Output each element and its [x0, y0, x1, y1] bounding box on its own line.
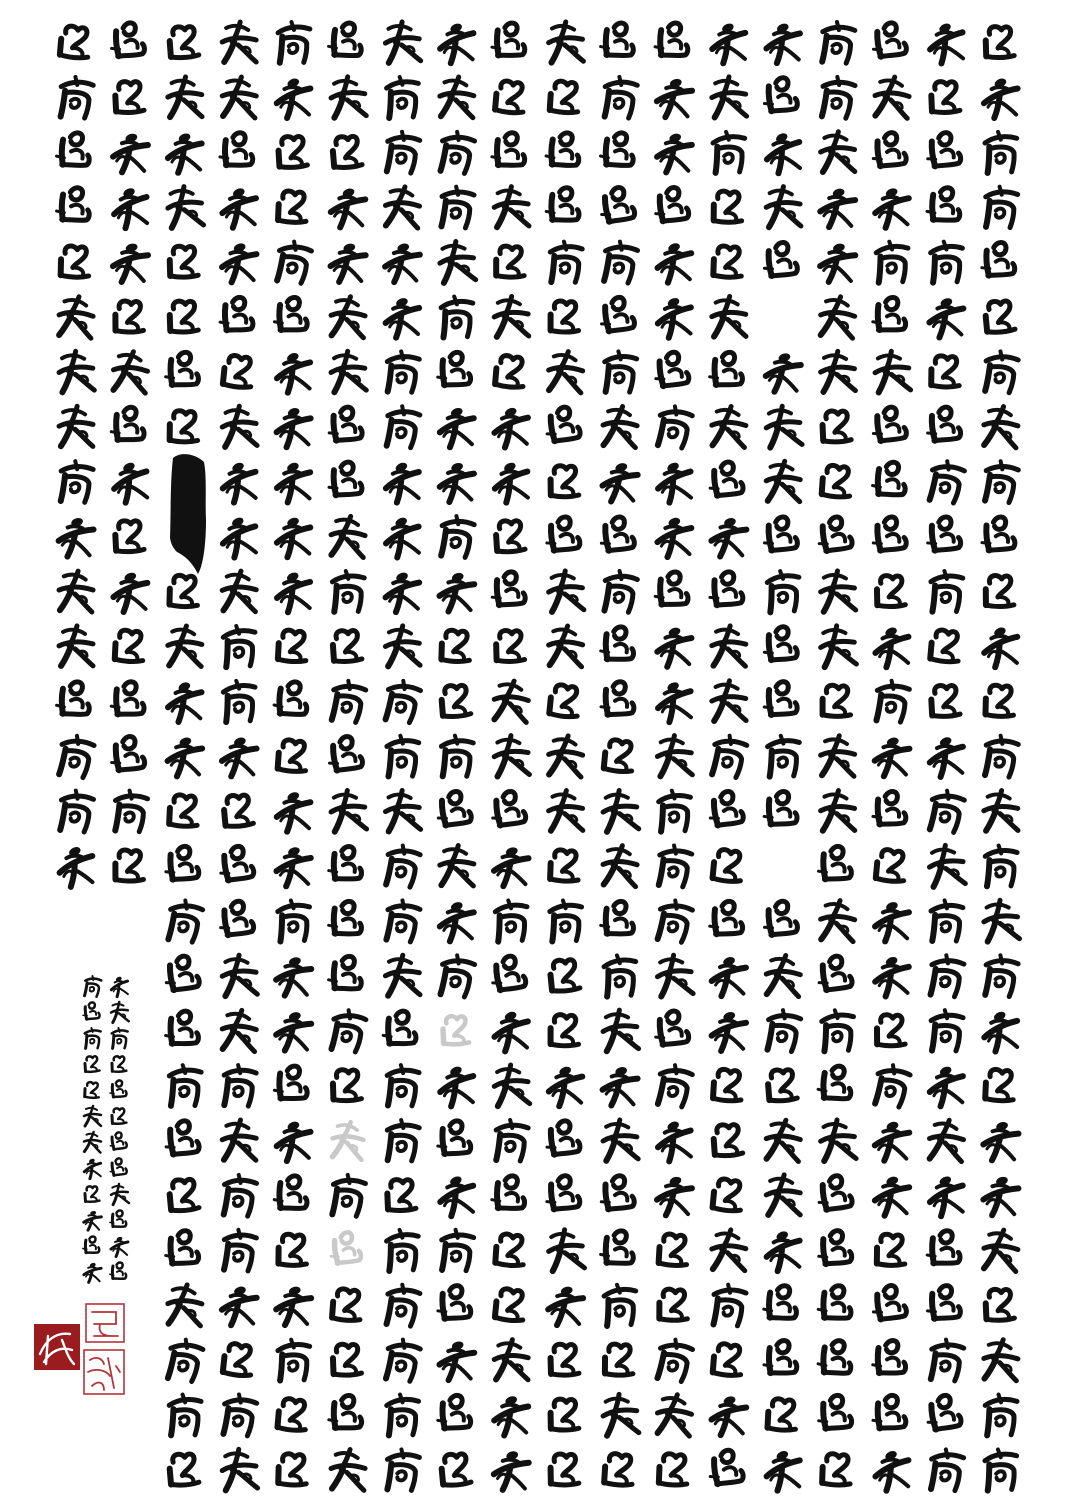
small-outline-seal-bottom: [84, 1350, 124, 1394]
small-outline-seal-top: [86, 1304, 124, 1342]
red-square-seal: [34, 1324, 80, 1370]
